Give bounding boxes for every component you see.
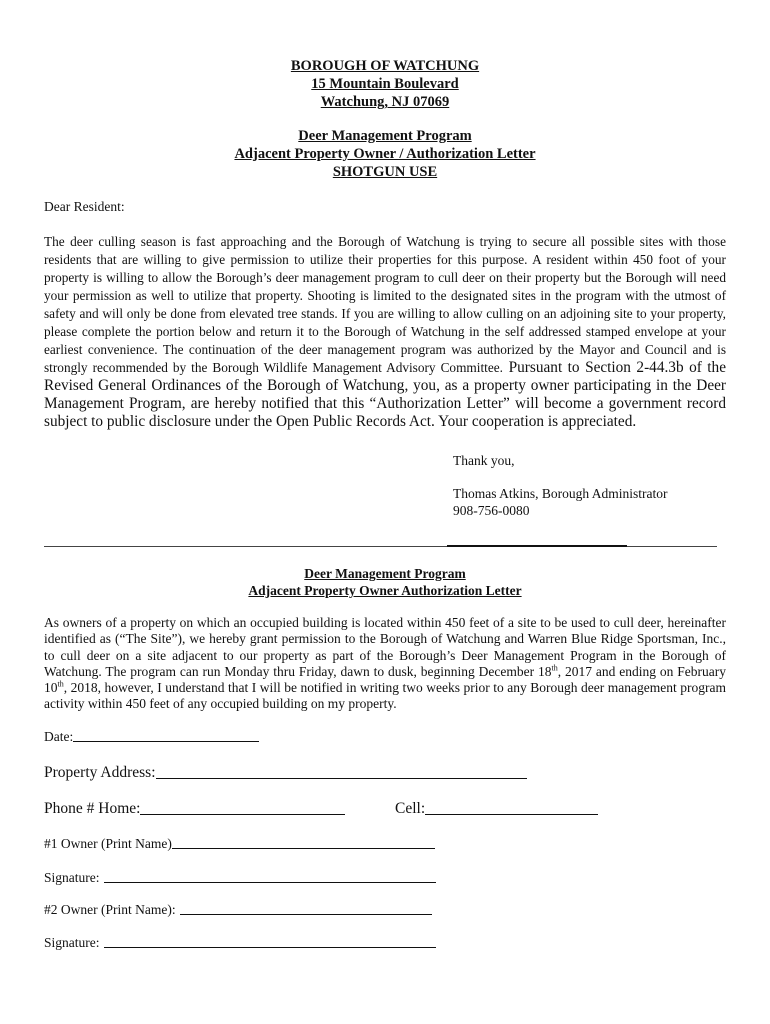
owner2-input-line[interactable] <box>180 913 432 915</box>
cell-label: Cell: <box>395 800 426 817</box>
borough-street: 15 Mountain Boulevard <box>311 76 459 92</box>
authorization-paragraph <box>44 615 726 713</box>
cut-line-accent <box>447 545 627 547</box>
form-program-title: Deer Management Program <box>304 566 466 581</box>
borough-name: BOROUGH OF WATCHUNG <box>290 58 480 74</box>
superscript-th-1: th <box>551 663 558 673</box>
owner1-label: #1 Owner (Print Name) <box>44 836 172 851</box>
letter-paragraph-part2: Pursuant to Section 2-44.3b of the Revised General Ordinances of the Borough of Watchung, you, as a property owner participating in the Deer Management Program, are hereby notified that this “Authorization Letter” will become a government record subject to public disclosure under the Open Public Records Act. Your cooperation is appreciated. <box>44 359 726 430</box>
date-label: Date: <box>44 729 74 744</box>
property-address-field[interactable] <box>44 764 527 782</box>
phone-home-label: Phone # Home: <box>44 800 141 817</box>
phone-home-input-line[interactable] <box>140 813 345 815</box>
property-address-label: Property Address: <box>44 764 156 781</box>
letter-paragraph-part1: The deer culling season is fast approaching and the Borough of Watchung is trying to secure all possible sites with those residents that are willing to give permission to utilize their properties for this purpose. A resident within 450 foot of your property is willing to allow the Borough’s deer management program to cull deer on their property but the Borough will need your permission as well to utilize that property. Shooting is limited to the designated sites in the program with the utmost of safety and will only be done from elevated tree stands. If you are willing to allow culling on an adjoining site to your property, please complete the portion below and return it to the Borough of Watchung in the self addressed stamped envelope at your earliest convenience. The continuation of the deer management program was authorized by the Mayor and Council and is strongly recommended by the Borough Wildlife Management Advisory Committee. <box>44 234 726 375</box>
date-input-line[interactable] <box>73 740 259 742</box>
program-title: Deer Management Program <box>298 128 472 144</box>
owner2-field[interactable] <box>44 902 432 918</box>
signature1-label: Signature: <box>44 870 100 885</box>
shotgun-use-title: SHOTGUN USE <box>332 164 438 180</box>
form-subtitle: Adjacent Property Owner Authorization Letter <box>248 583 522 598</box>
signature2-input-line[interactable] <box>104 946 436 948</box>
owner2-label: #2 Owner (Print Name): <box>44 902 176 917</box>
greeting: Dear Resident: <box>44 199 125 214</box>
letter-subtitle: Adjacent Property Owner / Authorization Letter <box>234 146 536 162</box>
signature1-field[interactable] <box>44 870 436 886</box>
superscript-th-2: th <box>57 679 64 689</box>
cell-field[interactable] <box>395 800 598 818</box>
owner1-field[interactable] <box>44 836 435 852</box>
signer-phone: 908-756-0080 <box>453 503 530 518</box>
closing: Thank you, <box>453 453 515 468</box>
signature2-label: Signature: <box>44 935 100 950</box>
cell-input-line[interactable] <box>425 813 598 815</box>
borough-city: Watchung, NJ 07069 <box>320 94 450 110</box>
owner1-input-line[interactable] <box>172 847 435 849</box>
authorization-text-a: As owners of a property on which an occupied building is located within 450 feet of a site to be used to cull deer, hereinafter identified as (“The Site”), we hereby grant permission to the Borough of Watchung and Warren Blue Ridge Sportsman, Inc., to cull deer on a site adjacent to our property as part of the Borough’s Deer Management Program in the Borough of Watchung. The program can run Monday thru Friday, dawn to dusk, beginning December 18 <box>44 615 726 679</box>
letter-paragraph <box>44 233 726 431</box>
signer-name: Thomas Atkins, Borough Administrator <box>453 486 668 501</box>
authorization-text-b: , 2017 and ending on February 10 <box>44 663 727 696</box>
date-field[interactable] <box>44 729 259 745</box>
phone-home-field[interactable] <box>44 800 345 818</box>
property-address-input-line[interactable] <box>156 777 527 779</box>
signature1-input-line[interactable] <box>104 881 436 883</box>
authorization-text-c: , 2018, however, I understand that I will be notified in writing two weeks prior to any Borough deer management program activity within 450 feet of any occupied building on my property. <box>44 680 726 712</box>
signature2-field[interactable] <box>44 935 436 951</box>
